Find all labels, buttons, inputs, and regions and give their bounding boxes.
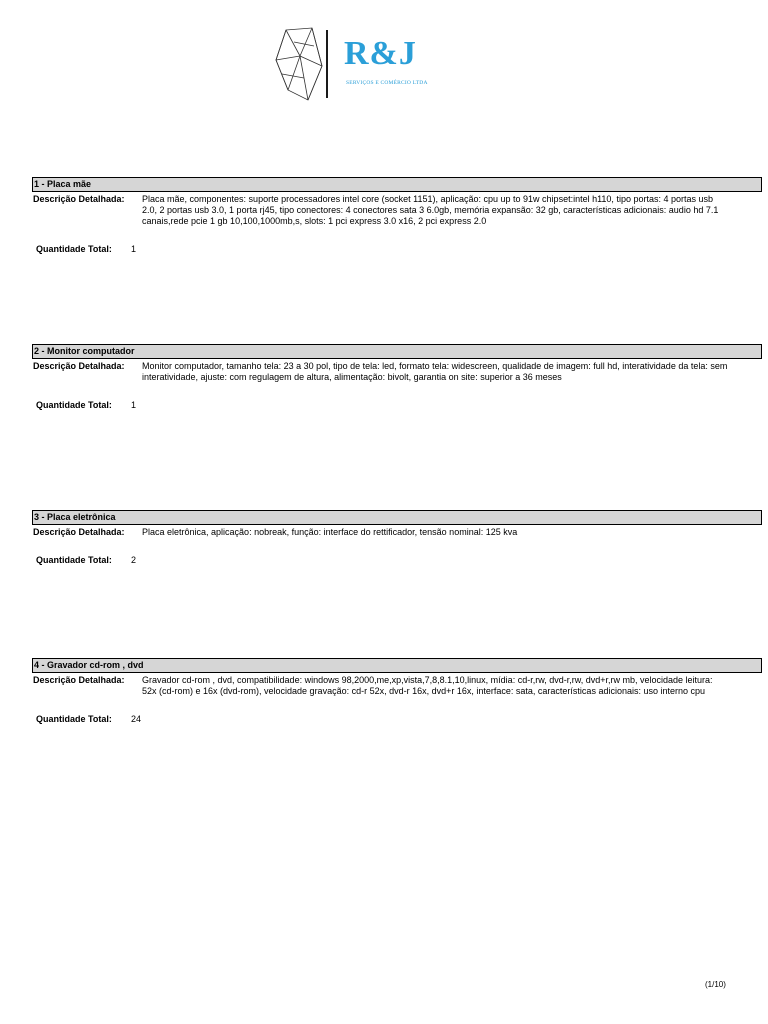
description-label: Descrição Detalhada:	[33, 194, 125, 204]
quantity-label: Quantidade Total:	[36, 400, 112, 410]
logo-subtitle: SERVIÇOS E COMÉRCIO LTDA	[346, 80, 428, 86]
item-title: 1 - Placa mãe	[32, 177, 762, 192]
item-section	[32, 177, 762, 254]
crystal-logo-icon	[274, 26, 324, 102]
quantity-value: 24	[131, 714, 142, 724]
description-text: Placa mãe, componentes: suporte processadores intel core (socket 1151), aplicação: cpu up to 91w chipset:intel h110, tipo portas: 4 portas usb 2.0, 2 portas usb 3.0, 1 porta rj45, tipo conectores: 4 conectores sata 3 6.0gb, memória expansão: 32 gb, características adicionais: audio hd 7.1 canais,rede pcie 1 gb 10,100,1000mb,s, slots: 1 pci express 3.0 x16, 2 pci express 2.0	[142, 194, 719, 226]
description-text: Gravador cd-rom , dvd, compatibilidade: windows 98,2000,me,xp,vista,7,8,8.1,10,linux, mídia: cd-r,rw, dvd-r,rw, dvd+r,rw mb, velocidade leitura: 52x (cd-rom) e 16x (dvd-rom), velocidade gravação: cd-r 52x, dvd-r 16x, dvd+r 16x, interface: sata, características adicionais: uso interno cpu	[142, 675, 713, 696]
logo-divider	[326, 30, 328, 98]
page-number: (1/10)	[705, 980, 726, 989]
item-title: 4 - Gravador cd-rom , dvd	[32, 658, 762, 673]
item-title: 2 - Monitor computador	[32, 344, 762, 359]
quantity-value: 2	[131, 555, 137, 565]
quantity-value: 1	[131, 244, 137, 254]
logo-text: R&J	[344, 35, 417, 72]
item-title: 3 - Placa eletrônica	[32, 510, 762, 525]
description-text: Monitor computador, tamanho tela: 23 a 30 pol, tipo de tela: led, formato tela: widescreen, qualidade de imagem: full hd, interatividade da tela: sem interatividade, ajuste: com regulagem de altura, alimentação: bivolt, garantia on site: superior a 36 meses	[142, 361, 728, 382]
item-section	[32, 510, 762, 565]
company-logo	[274, 26, 440, 104]
quantity-label: Quantidade Total:	[36, 555, 112, 565]
item-section	[32, 658, 762, 724]
quantity-label: Quantidade Total:	[36, 714, 112, 724]
description-text: Placa eletrônica, aplicação: nobreak, função: interface do rettificador, tensão nominal: 125 kva	[142, 527, 518, 537]
description-label: Descrição Detalhada:	[33, 675, 125, 685]
item-section	[32, 344, 762, 410]
quantity-label: Quantidade Total:	[36, 244, 112, 254]
quantity-value: 1	[131, 400, 137, 410]
description-label: Descrição Detalhada:	[33, 361, 125, 371]
description-label: Descrição Detalhada:	[33, 527, 125, 537]
